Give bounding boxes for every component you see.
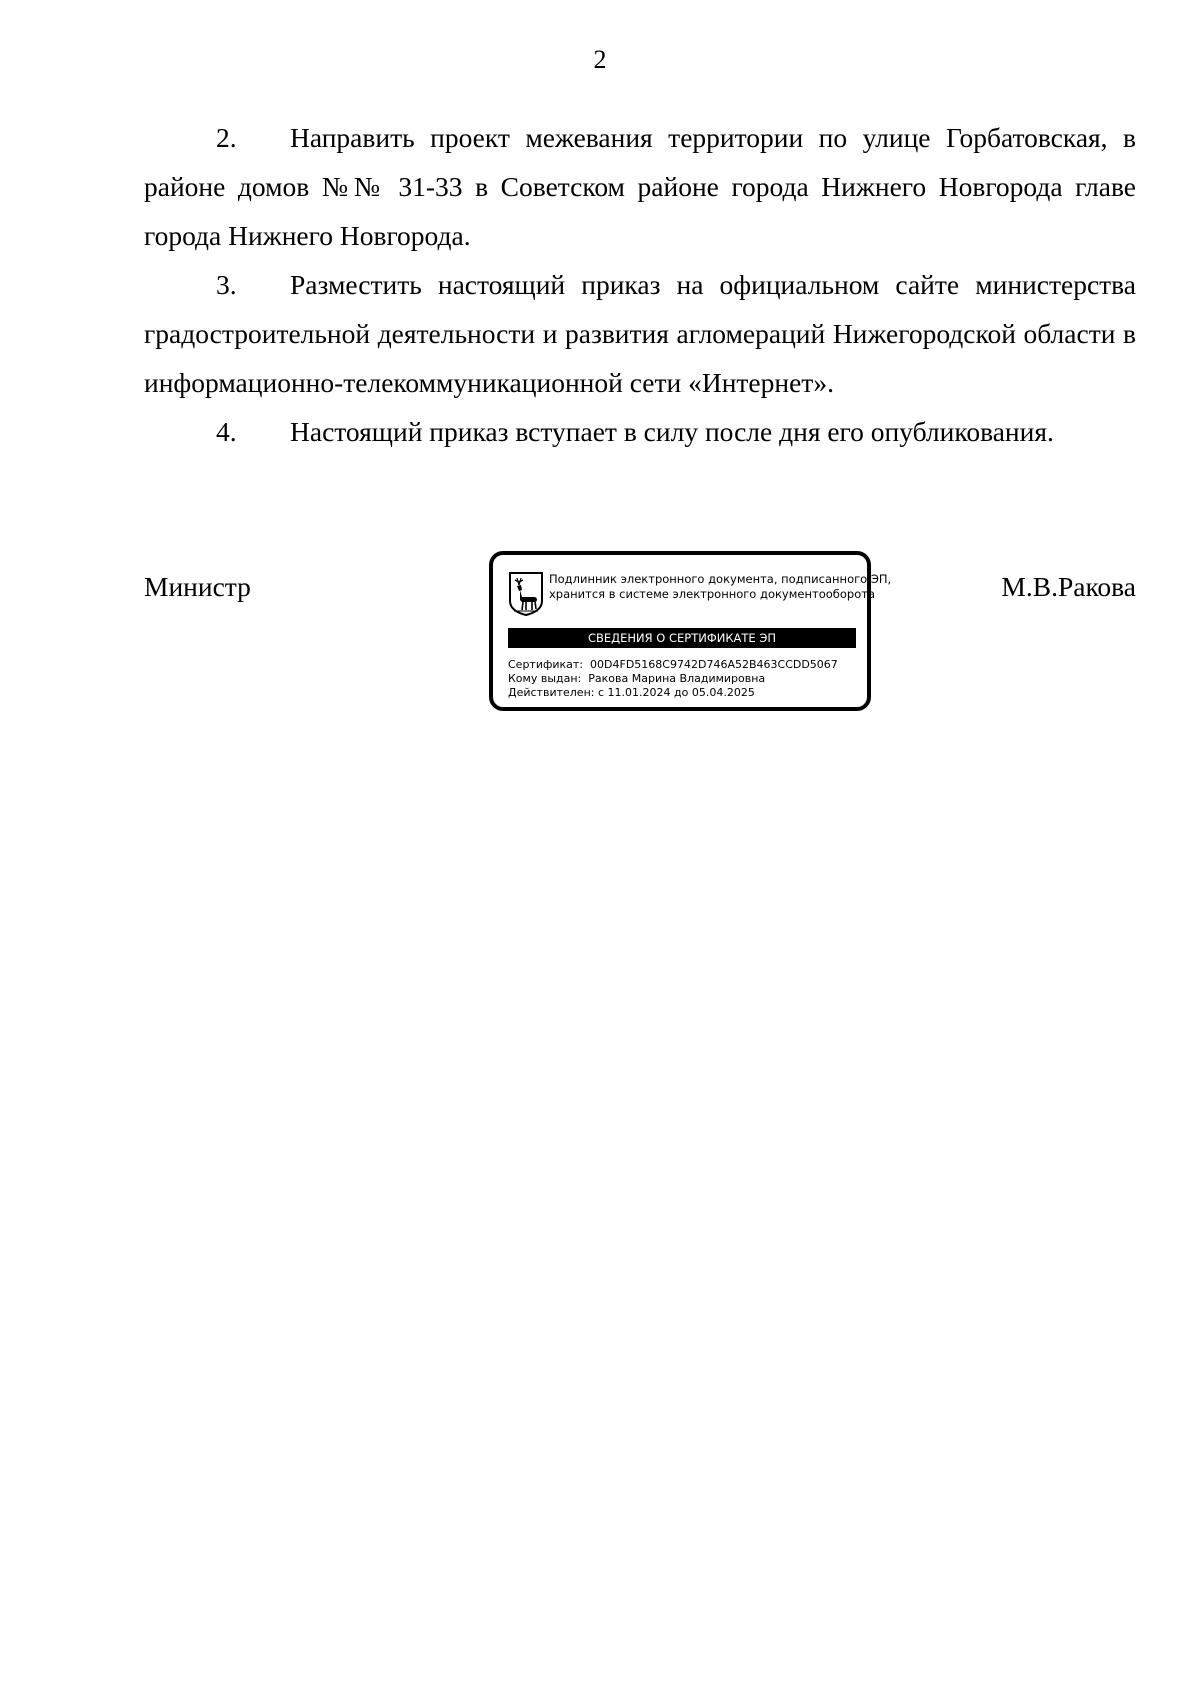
paragraph-number: 4. [216, 416, 237, 447]
paragraph-3 [144, 260, 1136, 407]
paragraph-number: 2. [216, 122, 237, 153]
validity-row [508, 686, 859, 700]
paragraph-text: Разместить настоящий приказ на официальном сайте министерства градостроительной деятельности и развития агломераций Нижегородской области в информационно-телекоммуникационной сети «Интернет». [144, 269, 1136, 398]
validity-label: Действителен: [508, 686, 595, 699]
paragraph-text: Настоящий приказ вступает в силу после дня его опубликования. [290, 416, 1054, 447]
validity-value: с 11.01.2024 до 05.04.2025 [597, 686, 755, 699]
signatory-name: М.В.Ракова [1001, 571, 1136, 602]
issued-to-label: Кому выдан: [508, 672, 582, 685]
electronic-signature-stamp [489, 551, 892, 711]
paragraph-text: Направить проект межевания территории по улице Горбатовская, в районе домов №№ 31-33 в Советском районе города Нижнего Новгорода главе города Нижнего Новгорода. [144, 122, 1136, 251]
certificate-row [508, 658, 859, 672]
certificate-value: 00D4FD5168C9742D746A52B463CCDD5067 [590, 658, 838, 671]
signatory-title: Министр [144, 571, 251, 602]
stamp-header [549, 572, 892, 602]
stamp-header-line: хранится в системе электронного документооборота [549, 587, 875, 601]
issued-to-value: Ракова Марина Владимировна [588, 672, 766, 685]
paragraph-2 [144, 113, 1136, 260]
certificate-label: Сертификат: [508, 658, 584, 671]
deer-emblem-icon [508, 571, 544, 617]
paragraph-4 [144, 407, 1136, 456]
stamp-header-line: Подлинник электронного документа, подписанного ЭП, [549, 572, 892, 586]
issued-to-row [508, 672, 859, 686]
certificate-info-bar: СВЕДЕНИЯ О СЕРТИФИКАТЕ ЭП [508, 628, 856, 648]
document-body [144, 113, 1136, 456]
page-number: 2 [593, 45, 607, 74]
paragraph-number: 3. [216, 269, 237, 300]
certificate-details [508, 658, 859, 700]
